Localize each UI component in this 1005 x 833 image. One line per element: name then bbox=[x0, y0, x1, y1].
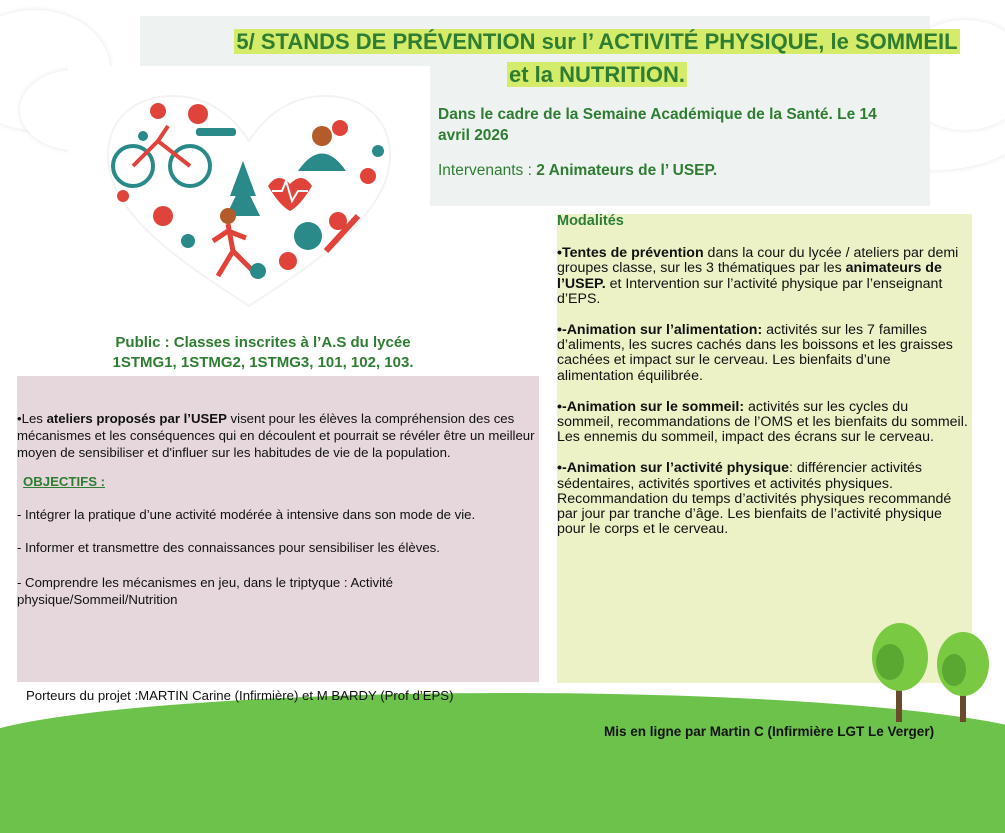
tentes-text: dans la cour du lycée / ateliers par demi groupes classe, sur les 3 thématiques par les bbox=[557, 245, 959, 277]
intervenants-label: Intervenants : bbox=[438, 162, 537, 179]
modalite-sommeil bbox=[557, 400, 968, 446]
public-line-1: Public : Classes inscrites à l’A.S du lycée bbox=[115, 334, 411, 351]
ateliers-box bbox=[17, 376, 539, 682]
objectif-2: - Informer et transmettre des connaissances pour sensibiliser les élèves. bbox=[17, 540, 440, 555]
objectifs-title: OBJECTIFS : bbox=[23, 474, 106, 489]
intro-post: visent pour les élèves la compréhension des ces mécanismes et les conséquences qui en découlent et pourrait se révéler être un meilleur moyen de sensibiliser et d'influer sur les habitudes de vie de la population. bbox=[17, 411, 535, 460]
intro-pre: Les bbox=[21, 411, 47, 426]
ateliers-intro bbox=[17, 410, 537, 461]
footer-credit: Mis en ligne par Martin C (Infirmière LGT Le Verger) bbox=[604, 724, 935, 739]
objectif-3: - Comprendre les mécanismes en jeu, dans le triptyque : Activité physique/Sommeil/Nutrition bbox=[17, 575, 394, 607]
health-heart-illustration bbox=[68, 66, 430, 332]
alimentation-bold: •-Animation sur l’alimentation: bbox=[557, 322, 763, 339]
info-block bbox=[438, 104, 878, 181]
bullet: • bbox=[17, 411, 22, 426]
porteurs-projet: Porteurs du projet :MARTIN Carine (Infirmière) et M BARDY (Prof d’EPS) bbox=[26, 688, 454, 703]
eps-text: et Intervention sur l’activité physique par l’enseignant d’EPS. bbox=[557, 275, 943, 307]
public-line-2: 1STMG1, 1STMG2, 1STMG3, 101, 102, 103. bbox=[112, 354, 414, 371]
grass-hill bbox=[0, 693, 1005, 833]
activite-bold: •-Animation sur l’activité physique bbox=[557, 460, 790, 477]
sommeil-bold: •-Animation sur le sommeil: bbox=[557, 398, 745, 415]
title-line-2: et la NUTRITION. bbox=[508, 62, 685, 87]
trees-icon bbox=[868, 612, 998, 722]
title-line-1: 5/ STANDS DE PRÉVENTION sur l’ ACTIVITÉ PHYSIQUE, le SOMMEIL bbox=[236, 29, 958, 54]
intervenants bbox=[438, 160, 878, 181]
heart-icon bbox=[68, 66, 430, 332]
activite-text: : différencier activités sédentaires, activités sportives et activités physiques. Recommandation du temps d’activités physiques recommandé par jour par tranche d’âge. Les bienfaits de l’activité physique pour le corps et le cerveau. bbox=[557, 460, 952, 538]
event-context: Dans le cadre de la Semaine Académique de la Santé. Le 14 avril 2026 bbox=[438, 106, 877, 144]
intervenants-value: 2 Animateurs de l’ USEP. bbox=[536, 162, 718, 179]
intro-bold: ateliers proposés par l’USEP bbox=[46, 411, 227, 426]
usep-bold: animateurs de l’USEP. bbox=[557, 260, 942, 292]
sommeil-text: activités sur les cycles du sommeil, recommandations de l’OMS et les bienfaits du sommeil. Les ennemis du sommeil, impact des écrans sur le cerveau. bbox=[557, 398, 968, 446]
alimentation-text: activités sur les 7 familles d’aliments, les sucres cachés dans les boissons et les graisses cachées et impact sur le cerveau. Les bienfaits d’une alimentation équilibrée. bbox=[557, 322, 953, 384]
modalite-tentes bbox=[557, 246, 968, 307]
public-block bbox=[38, 333, 488, 373]
objectif-1: - Intégrer la pratique d’une activité modérée à intensive dans son mode de vie. bbox=[17, 507, 476, 522]
modalites-title: Modalités bbox=[557, 213, 624, 229]
tentes-bold: •Tentes de prévention bbox=[557, 245, 704, 262]
modalite-activite bbox=[557, 461, 968, 537]
modalite-alimentation bbox=[557, 323, 968, 384]
